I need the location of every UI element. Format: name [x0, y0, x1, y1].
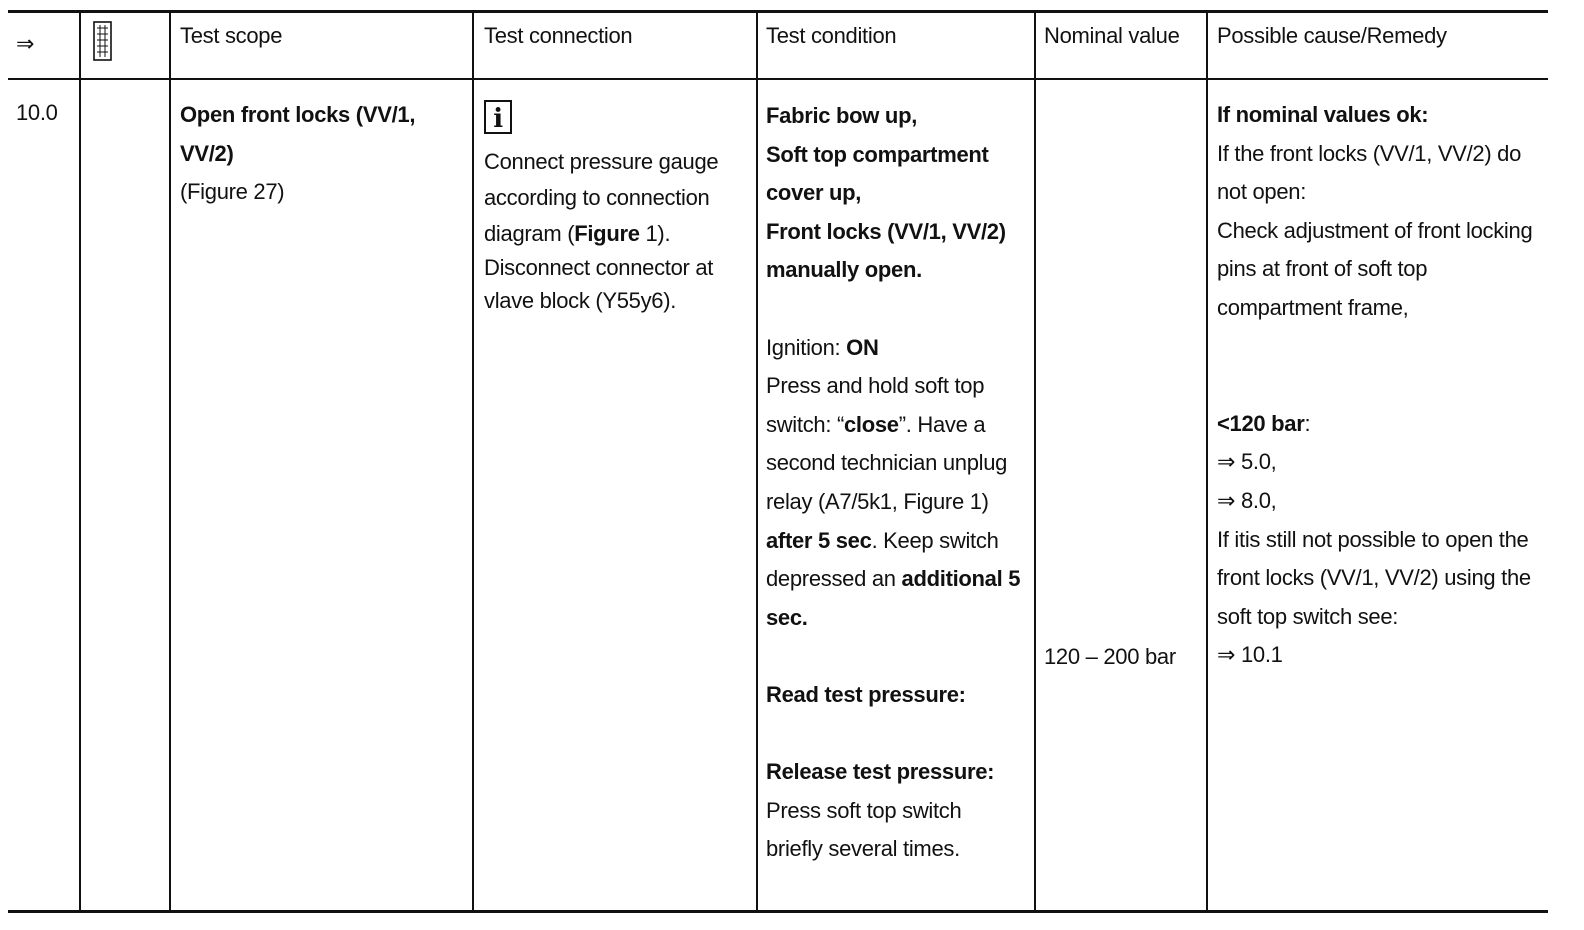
test-connection-cell: [484, 96, 752, 318]
condition-line-17: briefly several times.: [766, 836, 960, 862]
connection-line-2: according to connection: [484, 185, 710, 210]
scope-figure-ref: (Figure 27): [180, 179, 285, 205]
condition-line-7: Press and hold soft top: [766, 373, 985, 399]
condition-release-pressure: Release test pressure:: [766, 759, 995, 785]
condition-line-2: Soft top compartment: [766, 141, 989, 167]
connection-line-5: vlave block (Y55y6).: [484, 288, 677, 313]
header-cause-remedy: Possible cause/Remedy: [1217, 23, 1447, 48]
remedy-line-10: If itis still not possible to open the: [1217, 526, 1529, 552]
scope-title-line-1: Open front locks (VV/1,: [180, 102, 416, 127]
condition-line-10: relay (A7/5k1, Figure 1): [766, 488, 989, 514]
condition-line-1: Fabric bow up,: [766, 103, 918, 128]
condition-line-16: Press soft top switch: [766, 797, 962, 823]
remedy-line-12: soft top switch see:: [1217, 603, 1399, 629]
header-nominal-value: Nominal value: [1044, 23, 1180, 48]
col-divider-5: [1034, 10, 1036, 912]
table-top-border: [8, 10, 1548, 13]
remedy-line-1: If nominal values ok:: [1217, 102, 1429, 127]
condition-line-11: after 5 sec. Keep switch: [766, 527, 999, 553]
header-arrow: ⇒: [16, 31, 35, 56]
col-divider-2: [169, 10, 171, 912]
header-test-connection: Test connection: [484, 23, 633, 48]
remedy-line-5: pins at front of soft top: [1217, 256, 1428, 282]
condition-ignition: Ignition: ON: [766, 334, 879, 360]
condition-line-4: Front locks (VV/1, VV/2): [766, 218, 1006, 244]
col-divider-4: [756, 10, 758, 912]
remedy-threshold: <120 bar:: [1217, 410, 1311, 436]
cause-remedy-cell: [1217, 96, 1543, 675]
remedy-ref-5-0: ⇒ 5.0,: [1217, 449, 1277, 475]
table-bottom-border: [8, 910, 1548, 913]
condition-line-3: cover up,: [766, 180, 862, 206]
remedy-line-2: If the front locks (VV/1, VV/2) do: [1217, 140, 1522, 166]
scope-title-line-2: VV/2): [180, 140, 234, 166]
nominal-value: 120 – 200 bar: [1044, 644, 1176, 669]
remedy-line-6: compartment frame,: [1217, 294, 1409, 320]
test-scope-cell: [180, 96, 465, 212]
header-bottom-border: [8, 78, 1548, 80]
remedy-line-11: front locks (VV/1, VV/2) using the: [1217, 565, 1531, 591]
condition-line-9: second technician unplug: [766, 450, 1008, 476]
step-number: 10.0: [16, 100, 58, 125]
remedy-line-4: Check adjustment of front locking: [1217, 217, 1533, 243]
condition-line-12: depressed an additional 5: [766, 566, 1021, 592]
condition-line-8: switch: “close”. Have a: [766, 411, 986, 437]
document-icon: [92, 20, 114, 66]
condition-line-5: manually open.: [766, 257, 922, 283]
connection-line-3: diagram (Figure 1).: [484, 221, 671, 246]
col-divider-6: [1206, 10, 1208, 912]
remedy-line-3: not open:: [1217, 179, 1307, 205]
connection-line-4: Disconnect connector at: [484, 255, 714, 280]
header-test-scope: Test scope: [180, 23, 283, 48]
test-condition-cell: [766, 97, 1030, 869]
col-divider-1: [79, 10, 81, 912]
condition-read-pressure: Read test pressure:: [766, 681, 966, 707]
col-divider-3: [472, 10, 474, 912]
remedy-ref-10-1: ⇒ 10.1: [1217, 642, 1283, 668]
condition-line-13: sec.: [766, 604, 808, 630]
header-test-condition: Test condition: [766, 23, 897, 48]
connection-line-1: Connect pressure gauge: [484, 149, 719, 174]
remedy-ref-8-0: ⇒ 8.0,: [1217, 487, 1277, 513]
info-icon: i: [484, 100, 512, 134]
